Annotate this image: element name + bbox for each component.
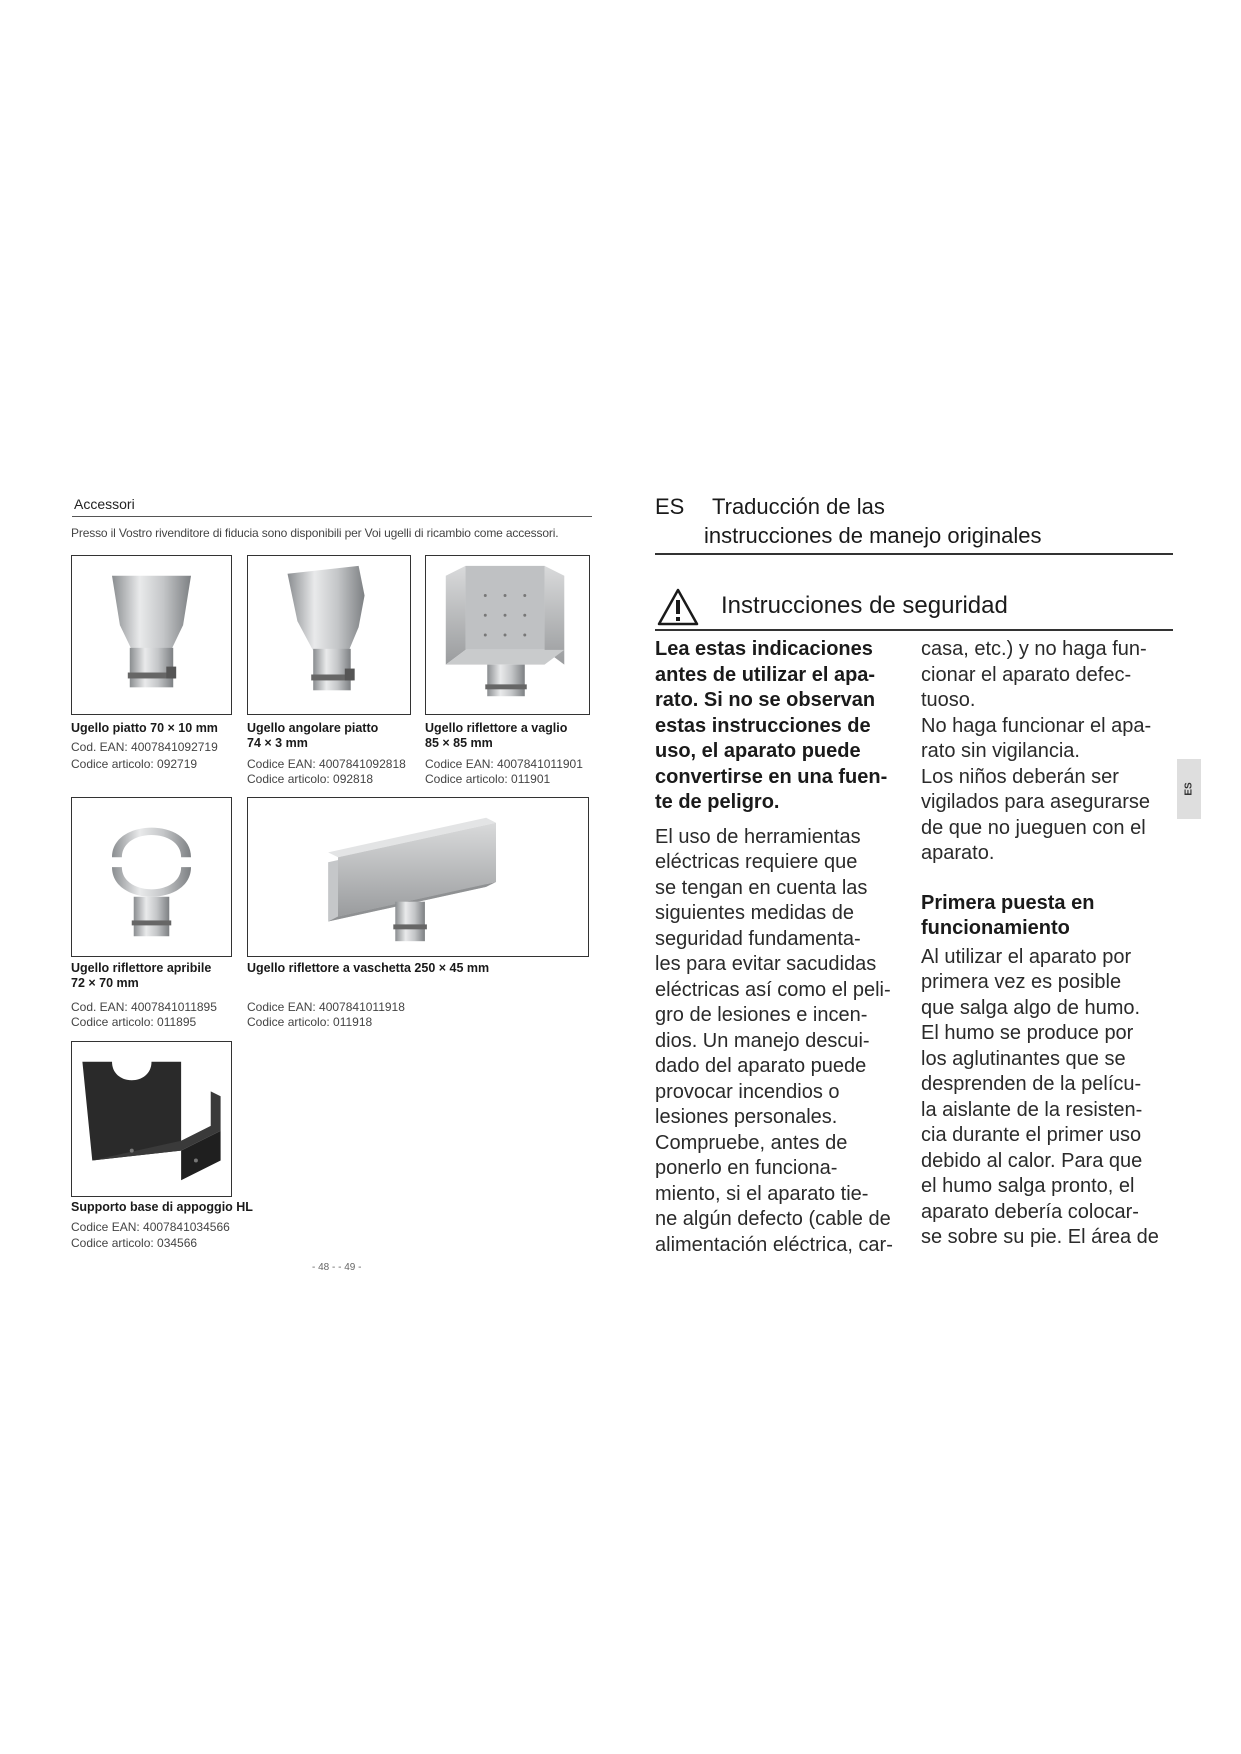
sieve-reflector-nozzle-icon (425, 555, 590, 715)
column-2 (921, 637, 1171, 1251)
product-name: Ugello riflettore a vaglio 85 × 85 mm (425, 721, 568, 750)
product-ean: Cod. EAN: 4007841011895 (71, 1000, 217, 1014)
product-name: Ugello riflettore a vaschetta 250 × 45 mm (247, 961, 490, 975)
product-name: Ugello riflettore apribile 72 × 70 mm (71, 961, 212, 990)
page-number: - 48 - - 49 - (312, 1262, 362, 1273)
product-name: Ugello piatto 70 × 10 mm (71, 721, 218, 735)
safety-warning-bold: Lea estas indicaciones antes de utilizar el apa- rato. Si no se observan estas instrucciones de uso, el aparato puede convertirse en una fuen- te de peligro. (655, 638, 888, 813)
product-article: Codice articolo: 011895 (71, 1015, 197, 1029)
trough-reflector-nozzle-icon (247, 797, 589, 957)
product-name: Ugello angolare piatto 74 × 3 mm (247, 721, 379, 750)
divider (655, 553, 1173, 555)
language-side-tab (1177, 759, 1201, 819)
divider (655, 629, 1173, 631)
product-article: Codice articolo: 092719 (71, 757, 198, 771)
product-article: Codice articolo: 011918 (247, 1015, 373, 1029)
heading-line-2: instrucciones de manejo originales (704, 523, 1042, 548)
language-code: ES (655, 494, 685, 519)
opening-reflector-nozzle-icon (71, 797, 232, 957)
safety-text-continued: casa, etc.) y no haga fun- cionar el aparato defec- tuoso. No haga funcionar el apa- rato sin vigilancia. Los niños deberán ser vigilados para asegurarse de que no jueguen con el aparato. (921, 638, 1152, 864)
safety-title: Instrucciones de seguridad (721, 592, 1008, 619)
column-1 (655, 637, 905, 1258)
product-article: Codice articolo: 011901 (425, 772, 551, 786)
product-ean: Cod. EAN: 4007841092719 (71, 740, 218, 754)
product-ean: Codice EAN: 4007841011901 (425, 757, 583, 771)
support-stand-icon (71, 1041, 232, 1197)
flat-nozzle-icon (71, 555, 232, 715)
product-article: Codice articolo: 092818 (247, 772, 374, 786)
first-use-text: Al utilizar el aparato por primera vez es posible que salga algo de humo. El humo se produce por los aglutinantes que se desprenden de la pelícu- la aislante de la resisten- cia durante el primer uso debido al calor. Para que el humo salga pronto, el aparato debería colocar- se sobre su pie. El área de (921, 945, 1159, 1248)
safety-text: El uso de herramientas eléctricas requiere que se tengan en cuenta las siguientes medidas de seguridad fundamenta- les para evitar sacudidas eléctricas así como el peli- gro de lesiones e incen- dios. Un manejo descui- dado del aparato puede provocar incendios o lesiones personales. Compruebe, antes de ponerlo en funciona- miento, si el aparato tie- ne algún defecto (cable de alimentación eléctrica, car- (655, 825, 893, 1256)
angled-flat-nozzle-icon (247, 555, 411, 715)
product-ean: Codice EAN: 4007841011918 (247, 1000, 405, 1014)
divider (72, 516, 592, 517)
first-use-heading: Primera puesta en funcionamiento (921, 891, 1095, 939)
heading-line-1: Traducción de las (712, 494, 885, 519)
product-article: Codice articolo: 034566 (71, 1236, 198, 1250)
accessories-intro: Presso il Vostro rivenditore di fiducia sono disponibili per Voi ugelli di ricambio come accessori. (71, 526, 559, 540)
warning-triangle-icon (657, 588, 699, 626)
product-name: Supporto base di appoggio HL (71, 1200, 253, 1214)
product-ean: Codice EAN: 4007841034566 (71, 1220, 230, 1234)
side-tab-label: ES (1183, 782, 1195, 796)
section-title-accessori: Accessori (74, 496, 135, 512)
product-ean: Codice EAN: 4007841092818 (247, 757, 406, 771)
